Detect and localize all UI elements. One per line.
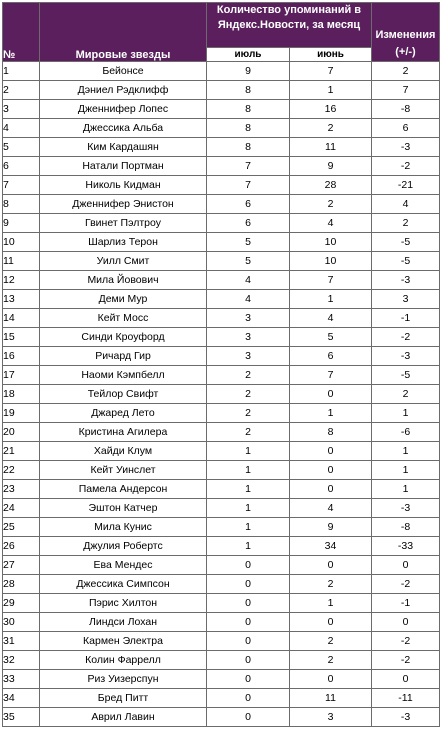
change-cell: 0 xyxy=(372,556,440,575)
header-row xyxy=(3,3,440,48)
change-cell: 4 xyxy=(372,195,440,214)
june-count-cell: 1 xyxy=(290,290,372,309)
row-number-cell: 5 xyxy=(3,138,40,157)
star-name-cell: Шарлиз Терон xyxy=(40,233,207,252)
june-count-cell: 7 xyxy=(290,366,372,385)
july-count-cell: 6 xyxy=(207,195,290,214)
star-name-cell: Колин Фаррелл xyxy=(40,651,207,670)
july-count-cell: 6 xyxy=(207,214,290,233)
table-row xyxy=(3,385,440,404)
table-row xyxy=(3,138,440,157)
star-name-cell: Бред Питт xyxy=(40,689,207,708)
header-number: № xyxy=(3,3,40,62)
change-cell: 7 xyxy=(372,81,440,100)
star-name-cell: Эштон Катчер xyxy=(40,499,207,518)
june-count-cell: 2 xyxy=(290,119,372,138)
change-cell: -33 xyxy=(372,537,440,556)
table-row xyxy=(3,252,440,271)
july-count-cell: 3 xyxy=(207,309,290,328)
star-name-cell: Бейонсе xyxy=(40,62,207,81)
june-count-cell: 6 xyxy=(290,347,372,366)
july-count-cell: 8 xyxy=(207,138,290,157)
june-count-cell: 7 xyxy=(290,271,372,290)
july-count-cell: 0 xyxy=(207,632,290,651)
change-cell: -21 xyxy=(372,176,440,195)
star-name-cell: Кристина Агилера xyxy=(40,423,207,442)
change-cell: 2 xyxy=(372,214,440,233)
june-count-cell: 28 xyxy=(290,176,372,195)
june-count-cell: 9 xyxy=(290,518,372,537)
row-number-cell: 6 xyxy=(3,157,40,176)
star-name-cell: Кармен Электра xyxy=(40,632,207,651)
row-number-cell: 31 xyxy=(3,632,40,651)
change-cell: 1 xyxy=(372,442,440,461)
july-count-cell: 2 xyxy=(207,366,290,385)
july-count-cell: 7 xyxy=(207,157,290,176)
table-row xyxy=(3,347,440,366)
star-name-cell: Пэрис Хилтон xyxy=(40,594,207,613)
row-number-cell: 34 xyxy=(3,689,40,708)
header-mentions: Количество упоминаний в Яндекс.Новости, за месяц xyxy=(207,3,372,48)
table-row xyxy=(3,575,440,594)
star-name-cell: Ричард Гир xyxy=(40,347,207,366)
change-cell: -11 xyxy=(372,689,440,708)
july-count-cell: 1 xyxy=(207,461,290,480)
row-number-cell: 4 xyxy=(3,119,40,138)
star-name-cell: Николь Кидман xyxy=(40,176,207,195)
row-number-cell: 9 xyxy=(3,214,40,233)
star-name-cell: Наоми Кэмпбелл xyxy=(40,366,207,385)
july-count-cell: 1 xyxy=(207,518,290,537)
july-count-cell: 2 xyxy=(207,423,290,442)
row-number-cell: 20 xyxy=(3,423,40,442)
july-count-cell: 5 xyxy=(207,233,290,252)
june-count-cell: 5 xyxy=(290,328,372,347)
july-count-cell: 8 xyxy=(207,81,290,100)
star-name-cell: Мила Йовович xyxy=(40,271,207,290)
row-number-cell: 19 xyxy=(3,404,40,423)
july-count-cell: 1 xyxy=(207,537,290,556)
star-name-cell: Дженнифер Лопес xyxy=(40,100,207,119)
star-name-cell: Дэниел Рэдклифф xyxy=(40,81,207,100)
table-row xyxy=(3,119,440,138)
table-row xyxy=(3,100,440,119)
change-cell: -6 xyxy=(372,423,440,442)
table-row xyxy=(3,404,440,423)
row-number-cell: 27 xyxy=(3,556,40,575)
row-number-cell: 32 xyxy=(3,651,40,670)
july-count-cell: 9 xyxy=(207,62,290,81)
table-row xyxy=(3,670,440,689)
header-change: Изменения (+/-) xyxy=(372,3,440,62)
table-row xyxy=(3,651,440,670)
table-row xyxy=(3,195,440,214)
change-cell: -2 xyxy=(372,157,440,176)
stars-table-container xyxy=(2,2,439,727)
june-count-cell: 1 xyxy=(290,404,372,423)
june-count-cell: 7 xyxy=(290,62,372,81)
table-row xyxy=(3,442,440,461)
june-count-cell: 0 xyxy=(290,670,372,689)
header-july: июль xyxy=(207,48,290,62)
table-row xyxy=(3,594,440,613)
star-name-cell: Гвинет Пэлтроу xyxy=(40,214,207,233)
row-number-cell: 26 xyxy=(3,537,40,556)
june-count-cell: 0 xyxy=(290,442,372,461)
june-count-cell: 4 xyxy=(290,309,372,328)
table-row xyxy=(3,157,440,176)
change-cell: -3 xyxy=(372,347,440,366)
change-cell: -8 xyxy=(372,518,440,537)
june-count-cell: 11 xyxy=(290,138,372,157)
row-number-cell: 28 xyxy=(3,575,40,594)
star-name-cell: Хайди Клум xyxy=(40,442,207,461)
star-name-cell: Риз Уизерспун xyxy=(40,670,207,689)
row-number-cell: 21 xyxy=(3,442,40,461)
july-count-cell: 0 xyxy=(207,689,290,708)
june-count-cell: 9 xyxy=(290,157,372,176)
row-number-cell: 24 xyxy=(3,499,40,518)
july-count-cell: 4 xyxy=(207,290,290,309)
change-cell: -8 xyxy=(372,100,440,119)
star-name-cell: Дженнифер Энистон xyxy=(40,195,207,214)
july-count-cell: 0 xyxy=(207,670,290,689)
july-count-cell: 0 xyxy=(207,613,290,632)
change-cell: 6 xyxy=(372,119,440,138)
july-count-cell: 3 xyxy=(207,328,290,347)
change-cell: -1 xyxy=(372,594,440,613)
june-count-cell: 3 xyxy=(290,708,372,727)
table-row xyxy=(3,176,440,195)
change-cell: 3 xyxy=(372,290,440,309)
table-row xyxy=(3,366,440,385)
star-name-cell: Кейт Уинслет xyxy=(40,461,207,480)
july-count-cell: 0 xyxy=(207,594,290,613)
change-cell: -3 xyxy=(372,271,440,290)
july-count-cell: 4 xyxy=(207,271,290,290)
july-count-cell: 8 xyxy=(207,100,290,119)
row-number-cell: 23 xyxy=(3,480,40,499)
june-count-cell: 0 xyxy=(290,613,372,632)
table-row xyxy=(3,708,440,727)
row-number-cell: 1 xyxy=(3,62,40,81)
june-count-cell: 1 xyxy=(290,594,372,613)
change-cell: -5 xyxy=(372,233,440,252)
star-name-cell: Джаред Лето xyxy=(40,404,207,423)
july-count-cell: 0 xyxy=(207,708,290,727)
star-name-cell: Джулия Робертс xyxy=(40,537,207,556)
table-row xyxy=(3,689,440,708)
row-number-cell: 13 xyxy=(3,290,40,309)
row-number-cell: 14 xyxy=(3,309,40,328)
june-count-cell: 1 xyxy=(290,81,372,100)
table-body xyxy=(3,62,440,727)
table-row xyxy=(3,328,440,347)
row-number-cell: 35 xyxy=(3,708,40,727)
star-name-cell: Натали Портман xyxy=(40,157,207,176)
change-cell: -2 xyxy=(372,651,440,670)
row-number-cell: 25 xyxy=(3,518,40,537)
change-cell: -1 xyxy=(372,309,440,328)
change-cell: -2 xyxy=(372,632,440,651)
table-row xyxy=(3,556,440,575)
row-number-cell: 2 xyxy=(3,81,40,100)
change-cell: -3 xyxy=(372,499,440,518)
june-count-cell: 0 xyxy=(290,385,372,404)
july-count-cell: 8 xyxy=(207,119,290,138)
table-row xyxy=(3,62,440,81)
star-name-cell: Мила Кунис xyxy=(40,518,207,537)
star-name-cell: Деми Мур xyxy=(40,290,207,309)
table-row xyxy=(3,214,440,233)
star-name-cell: Аврил Лавин xyxy=(40,708,207,727)
july-count-cell: 1 xyxy=(207,442,290,461)
row-number-cell: 18 xyxy=(3,385,40,404)
row-number-cell: 15 xyxy=(3,328,40,347)
change-cell: -2 xyxy=(372,328,440,347)
table-row xyxy=(3,423,440,442)
june-count-cell: 2 xyxy=(290,195,372,214)
row-number-cell: 33 xyxy=(3,670,40,689)
table-row xyxy=(3,233,440,252)
june-count-cell: 16 xyxy=(290,100,372,119)
row-number-cell: 12 xyxy=(3,271,40,290)
star-name-cell: Джессика Альба xyxy=(40,119,207,138)
row-number-cell: 17 xyxy=(3,366,40,385)
star-name-cell: Памела Андерсон xyxy=(40,480,207,499)
row-number-cell: 8 xyxy=(3,195,40,214)
row-number-cell: 29 xyxy=(3,594,40,613)
header-june: июнь xyxy=(290,48,372,62)
july-count-cell: 5 xyxy=(207,252,290,271)
table-row xyxy=(3,480,440,499)
table-row xyxy=(3,309,440,328)
row-number-cell: 16 xyxy=(3,347,40,366)
june-count-cell: 11 xyxy=(290,689,372,708)
star-name-cell: Линдси Лохан xyxy=(40,613,207,632)
july-count-cell: 1 xyxy=(207,499,290,518)
june-count-cell: 4 xyxy=(290,499,372,518)
table-row xyxy=(3,290,440,309)
change-cell: 2 xyxy=(372,385,440,404)
june-count-cell: 2 xyxy=(290,632,372,651)
table-row xyxy=(3,518,440,537)
june-count-cell: 2 xyxy=(290,651,372,670)
change-cell: -5 xyxy=(372,366,440,385)
row-number-cell: 11 xyxy=(3,252,40,271)
june-count-cell: 0 xyxy=(290,480,372,499)
row-number-cell: 22 xyxy=(3,461,40,480)
june-count-cell: 10 xyxy=(290,233,372,252)
change-cell: -2 xyxy=(372,575,440,594)
july-count-cell: 1 xyxy=(207,480,290,499)
row-number-cell: 3 xyxy=(3,100,40,119)
july-count-cell: 0 xyxy=(207,651,290,670)
table-row xyxy=(3,537,440,556)
star-name-cell: Джессика Симпсон xyxy=(40,575,207,594)
july-count-cell: 7 xyxy=(207,176,290,195)
june-count-cell: 0 xyxy=(290,556,372,575)
table-row xyxy=(3,613,440,632)
change-cell: 1 xyxy=(372,461,440,480)
change-cell: -3 xyxy=(372,138,440,157)
star-name-cell: Уилл Смит xyxy=(40,252,207,271)
star-name-cell: Тейлор Свифт xyxy=(40,385,207,404)
star-name-cell: Ким Кардашян xyxy=(40,138,207,157)
change-cell: 0 xyxy=(372,670,440,689)
star-name-cell: Синди Кроуфорд xyxy=(40,328,207,347)
change-cell: 2 xyxy=(372,62,440,81)
change-cell: -3 xyxy=(372,708,440,727)
star-name-cell: Кейт Мосс xyxy=(40,309,207,328)
change-cell: 1 xyxy=(372,404,440,423)
july-count-cell: 0 xyxy=(207,556,290,575)
june-count-cell: 2 xyxy=(290,575,372,594)
change-cell: 1 xyxy=(372,480,440,499)
table-row xyxy=(3,499,440,518)
header-stars: Мировые звезды xyxy=(40,3,207,62)
july-count-cell: 3 xyxy=(207,347,290,366)
july-count-cell: 0 xyxy=(207,575,290,594)
june-count-cell: 34 xyxy=(290,537,372,556)
table-row xyxy=(3,271,440,290)
table-row xyxy=(3,632,440,651)
star-name-cell: Ева Мендес xyxy=(40,556,207,575)
june-count-cell: 4 xyxy=(290,214,372,233)
table-row xyxy=(3,81,440,100)
row-number-cell: 7 xyxy=(3,176,40,195)
row-number-cell: 30 xyxy=(3,613,40,632)
table-row xyxy=(3,461,440,480)
stars-mentions-table xyxy=(2,2,440,727)
row-number-cell: 10 xyxy=(3,233,40,252)
june-count-cell: 10 xyxy=(290,252,372,271)
change-cell: -5 xyxy=(372,252,440,271)
july-count-cell: 2 xyxy=(207,385,290,404)
june-count-cell: 0 xyxy=(290,461,372,480)
july-count-cell: 2 xyxy=(207,404,290,423)
change-cell: 0 xyxy=(372,613,440,632)
june-count-cell: 8 xyxy=(290,423,372,442)
